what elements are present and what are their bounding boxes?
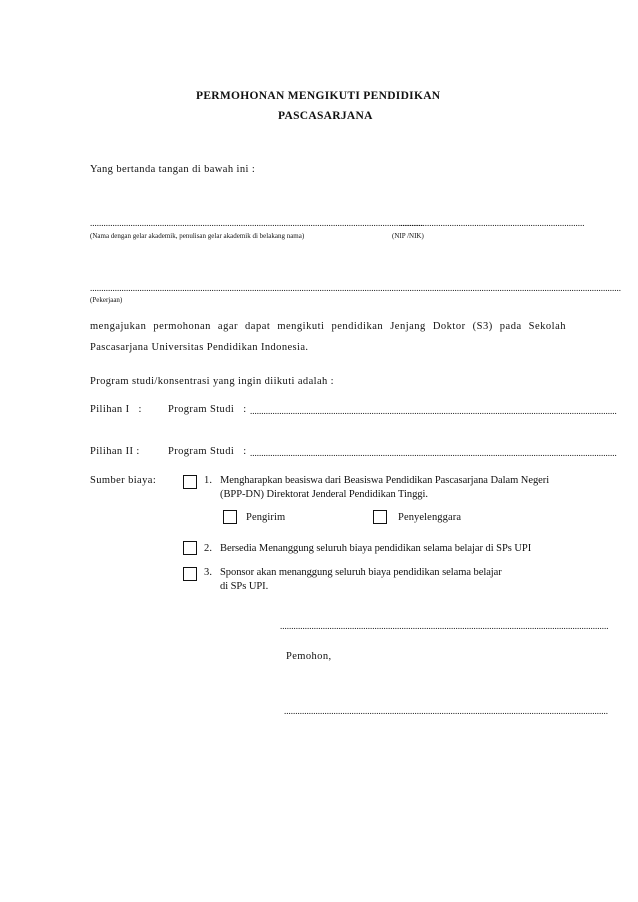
option1-text-line1: Mengharapkan beasiswa dari Beasiswa Pendidikan Pascasarjana Dalam Negeri (220, 475, 550, 486)
organizer-checkbox[interactable] (373, 510, 387, 524)
nip-field-line[interactable]: .................................................................................. (400, 218, 585, 228)
place-date-field[interactable]: .................................................................................................................................................. (280, 621, 609, 631)
applicant-label: Pemohon, (286, 651, 332, 662)
organizer-label: Penyelenggara (398, 512, 462, 523)
nip-field-caption: (NIP /NIK) (392, 232, 424, 240)
choice1-program-label: Program Studi : (168, 404, 247, 415)
name-field-line[interactable]: .................................................................................................................................................... (90, 218, 423, 228)
sender-label: Pengirim (246, 512, 286, 523)
choice1-program-field[interactable]: ................................................................................................................................................................... (250, 406, 617, 416)
form-title-line1: PERMOHONAN MENGIKUTI PENDIDIKAN (196, 90, 441, 102)
job-field-line[interactable]: ............................................................................................................................................................................................................................................ (90, 283, 621, 293)
option2-checkbox[interactable] (183, 541, 197, 555)
option3-text-line2: di SPs UPI. (220, 581, 269, 592)
job-field-caption: (Pekerjaan) (90, 296, 123, 304)
signature-field[interactable]: ................................................................................................................................................ (284, 706, 608, 716)
funding-label: Sumber biaya: (90, 475, 157, 486)
form-title-line2: PASCASARJANA (278, 110, 373, 122)
option2-number: 2. (204, 543, 213, 554)
choice2-label: Pilihan II : (90, 446, 140, 457)
body-line-2: Pascasarjana Universitas Pendidikan Indonesia. (90, 342, 309, 353)
option3-number: 3. (204, 567, 213, 578)
option2-text: Bersedia Menanggung seluruh biaya pendidikan selama belajar di SPs UPI (220, 543, 532, 554)
option1-text-line2: (BPP-DN) Direktorat Jenderal Pendidikan Tinggi. (220, 489, 428, 500)
program-heading: Program studi/konsentrasi yang ingin diikuti adalah : (90, 376, 335, 387)
body-line-1: mengajukan permohonan agar dapat mengikuti pendidikan Jenjang Doktor (S3) pada Sekolah (90, 321, 566, 332)
option1-checkbox[interactable] (183, 475, 197, 489)
name-field-caption: (Nama dengan gelar akademik, penulisan gelar akademik di belakang nama) (90, 232, 305, 240)
intro-text: Yang bertanda tangan di bawah ini : (90, 164, 256, 175)
option3-text-line1: Sponsor akan menanggung seluruh biaya pendidikan selama belajar (220, 567, 502, 578)
choice2-program-label: Program Studi : (168, 446, 247, 457)
choice1-label: Pilihan I : (90, 404, 142, 415)
sender-checkbox[interactable] (223, 510, 237, 524)
choice2-program-field[interactable]: ................................................................................................................................................................... (250, 448, 617, 458)
option1-number: 1. (204, 475, 213, 486)
option3-checkbox[interactable] (183, 567, 197, 581)
